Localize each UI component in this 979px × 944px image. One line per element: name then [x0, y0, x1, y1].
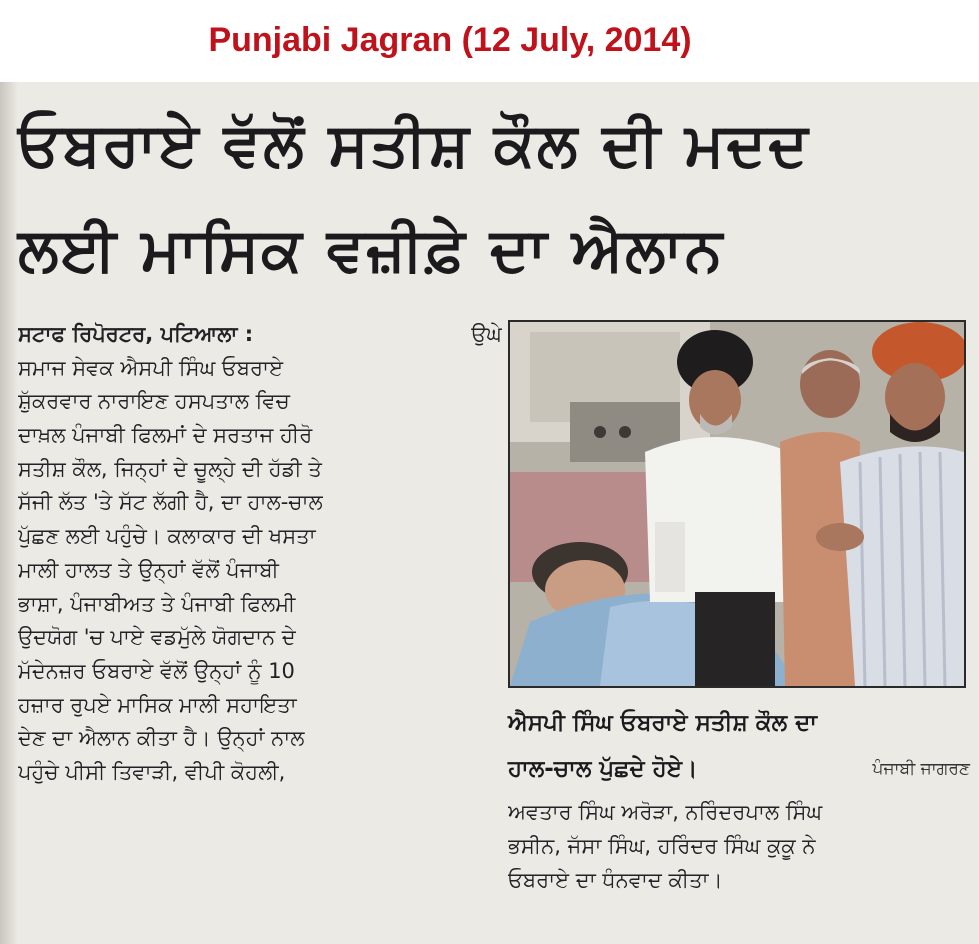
article-line: ਅਵਤਾਰ ਸਿੰਘ ਅਰੋੜਾ, ਨਰਿੰਦਰਪਾਲ ਸਿੰਘ: [508, 800, 823, 824]
article-line: ਦਾਖ਼ਲ ਪੰਜਾਬੀ ਫਿਲਮਾਂ ਦੇ ਸਰਤਾਜ ਹੀਰੋ: [18, 423, 313, 448]
article-line: ਸ਼ੁੱਕਰਵਾਰ ਨਾਰਾਇਣ ਹਸਪਤਾਲ ਵਿਚ: [18, 389, 290, 414]
article-line: ਮੱਦੇਨਜ਼ਰ ਓਬਰਾਏ ਵੱਲੋਂ ਉਨ੍ਹਾਂ ਨੂੰ 10: [18, 658, 295, 683]
source-caption: Punjabi Jagran (12 July, 2014): [208, 21, 692, 59]
article-body: [18, 318, 502, 790]
byline: ਸਟਾਫ ਰਿਪੋਰਟਰ, ਪਟਿਆਲਾ :: [18, 322, 254, 346]
article-line: ਸੱਜੀ ਲੱਤ 'ਤੇ ਸੱਟ ਲੱਗੀ ਹੈ, ਦਾ ਹਾਲ-ਚਾਲ: [18, 490, 323, 515]
article-text: ਉਘੇ: [471, 322, 502, 346]
article-line: [18, 318, 502, 352]
headline-line-1: ਓਬਰਾਏ ਵੱਲੋਂ ਸਤੀਸ਼ ਕੌਲ ਦੀ ਮਦਦ: [18, 110, 810, 180]
article-line: ਪਹੁੰਚੇ ਪੀਸੀ ਤਿਵਾੜੀ, ਵੀਪੀ ਕੋਹਲੀ,: [18, 759, 286, 784]
article-line: ਸਮਾਜ ਸੇਵਕ ਐਸਪੀ ਸਿੰਘ ਓਬਰਾਏ: [18, 355, 284, 380]
hospital-visit-photo: [510, 322, 964, 686]
article-line: ਭਾਸ਼ਾ, ਪੰਜਾਬੀਅਤ ਤੇ ਪੰਜਾਬੀ ਫਿਲਮੀ: [18, 591, 296, 616]
article-continuation: [508, 795, 968, 897]
article-line: ਓਬਰਾਏ ਦਾ ਧੰਨਵਾਦ ਕੀਤਾ।: [508, 868, 723, 892]
article-line: ਉਦਯੋਗ 'ਚ ਪਾਏ ਵਡਮੁੱਲੇ ਯੋਗਦਾਨ ਦੇ: [18, 625, 296, 650]
photo-caption-line-1: ਐਸਪੀ ਸਿੰਘ ਓਬਰਾਏ ਸਤੀਸ਼ ਕੌਲ ਦਾ: [508, 710, 817, 736]
news-photo: [508, 320, 966, 688]
headline-line-2: ਲਈ ਮਾਸਿਕ ਵਜ਼ੀਫ਼ੇ ਦਾ ਐਲਾਨ: [18, 215, 725, 285]
article-line: ਪੁੱਛਣ ਲਈ ਪਹੁੰਚੇ। ਕਲਾਕਾਰ ਦੀ ਖਸਤਾ: [18, 524, 316, 549]
article-line: ਮਾਲੀ ਹਾਲਤ ਤੇ ਉਨ੍ਹਾਂ ਵੱਲੋਂ ਪੰਜਾਬੀ: [18, 557, 279, 582]
article-line: ਸਤੀਸ਼ ਕੌਲ, ਜਿਨ੍ਹਾਂ ਦੇ ਚੂਲ੍ਹੇ ਦੀ ਹੱਡੀ ਤੇ: [18, 456, 322, 481]
photo-caption-line-2: ਹਾਲ-ਚਾਲ ਪੁੱਛਦੇ ਹੋਏ।: [508, 756, 698, 782]
photo-credit: ਪੰਜਾਬੀ ਜਾਗਰਣ: [872, 759, 970, 779]
article-line: ਹਜ਼ਾਰ ਰੁਪਏ ਮਾਸਿਕ ਮਾਲੀ ਸਹਾਇਤਾ: [18, 692, 297, 717]
article-line: ਦੇਣ ਦਾ ਐਲਾਨ ਕੀਤਾ ਹੈ। ਉਨ੍ਹਾਂ ਨਾਲ: [18, 726, 305, 751]
article-line: ਭਸੀਨ, ਜੱਸਾ ਸਿੰਘ, ਹਰਿੰਦਰ ਸਿੰਘ ਕੁਕੂ ਨੇ: [508, 834, 816, 858]
